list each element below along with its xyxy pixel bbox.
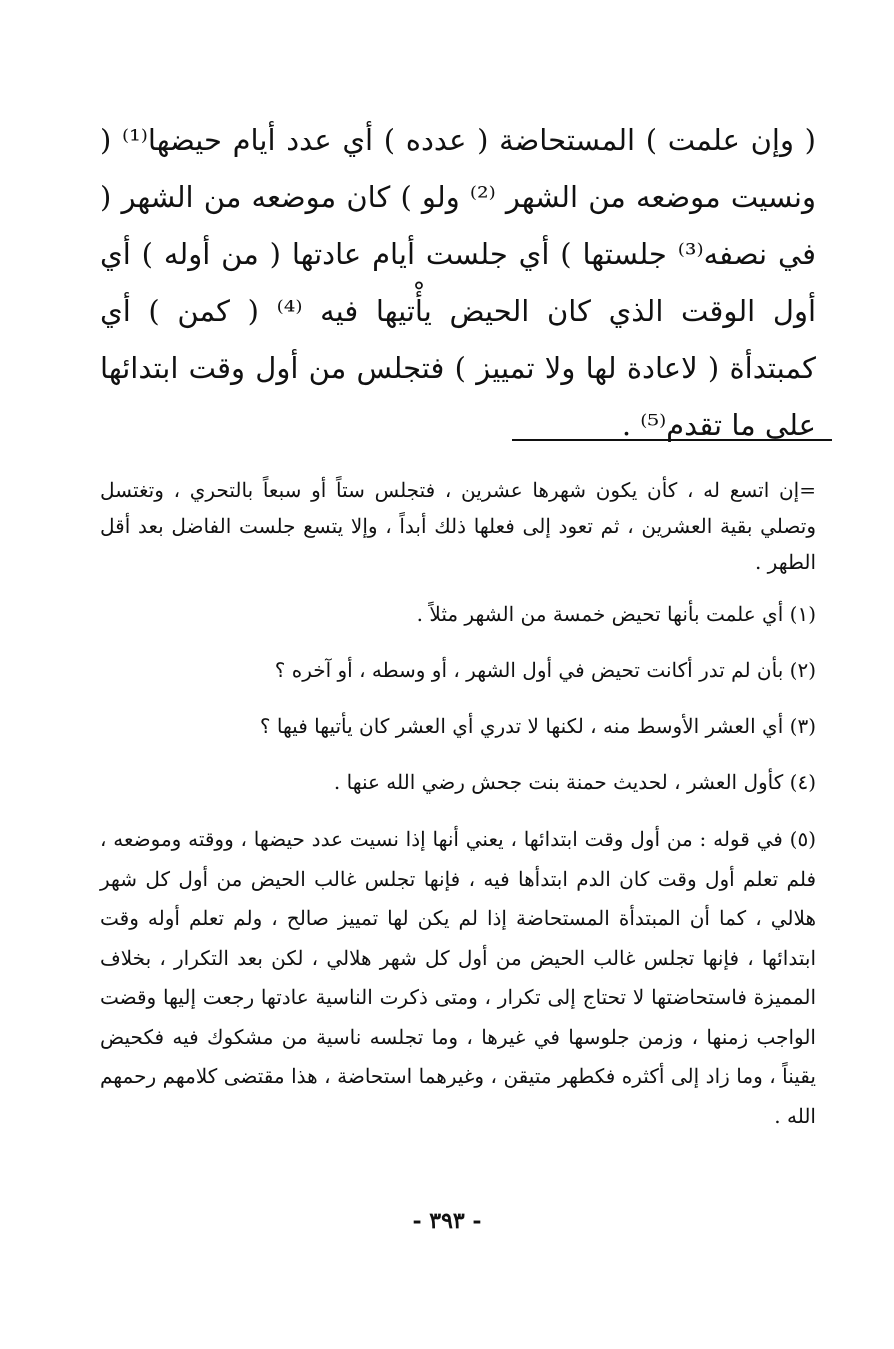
page-number: - ٣٩٣ - <box>412 1208 482 1234</box>
footnote-2: (٢) بأن لم تدر أكانت تحيض في أول الشهر ، أو وسطه ، أو آخره ؟ <box>274 658 816 682</box>
main-text-paragraph: ( وإن علمت ) المستحاضة ( عدده ) أي عدد أيام حيضها⁽¹⁾ ( ونسيت موضعه من الشهر ⁽²⁾ ولو ) كان موضعه من الشهر ( في نصفه⁽³⁾ جلستها ) أي جلست أيام عادتها ( من أوله ) أي أول الوقت الذي كان الحيض يأْتيها فيه ⁽⁴⁾ ( كمن ) أي كمبتدأة ( لاعادة لها ولا تمييز ) فتجلس من أول وقت ابتدائها على ما تقدم⁽⁵⁾ . <box>100 123 817 442</box>
footnote-continuation: =إن اتسع له ، كأن يكون شهرها عشرين ، فتجلس ستاً أو سبعاً بالتحري ، وتغتسل وتصلي بقية العشرين ، ثم تعود إلى فعلها ذلك أبداً ، وإلا يتسع جلست الفاضل بعد أقل الطهر . <box>100 478 816 574</box>
footnotes-section <box>100 472 816 1156</box>
footnote-5: (٥) في قوله : من أول وقت ابتدائها ، يعني أنها إذا نسيت عدد حيضها ، ووقته وموضعه ، فلم تعلم أول وقت كان الدم ابتدأها فيه ، فإنها تجلس غالب الحيض من أول كل شهر هلالي ، كما أن المبتدأة المستحاضة إذا لم يكن لها تمييز صالح ، ولم تعلم أوله وقت ابتدائها ، فإنها تجلس غالب الحيض من أول كل شهر هلالي ، لكن بعد التكرار ، بخلاف المميزة فاستحاضتها لا تحتاج إلى تكرار ، ومتى ذكرت الناسية عادتها رجعت إليها وقضت الواجب زمنها ، وزمن جلوسها في غيرها ، وما تجلسه ناسية من مشكوك فيه فكحيض يقيناً ، وما زاد إلى أكثره فكطهر متيقن ، وغيرهما استحاضة ، هذا مقتضى كلامهم رحمهم الله . <box>100 827 816 1128</box>
footnote-divider <box>512 439 832 441</box>
footnote-3: (٣) أي العشر الأوسط منه ، لكنها لا تدري أي العشر كان يأتيها فيها ؟ <box>259 714 816 738</box>
footnote-1: (١) أي علمت بأنها تحيض خمسة من الشهر مثلاً . <box>416 602 816 626</box>
footnote-4: (٤) كأول العشر ، لحديث حمنة بنت جحش رضي الله عنها . <box>333 770 816 794</box>
